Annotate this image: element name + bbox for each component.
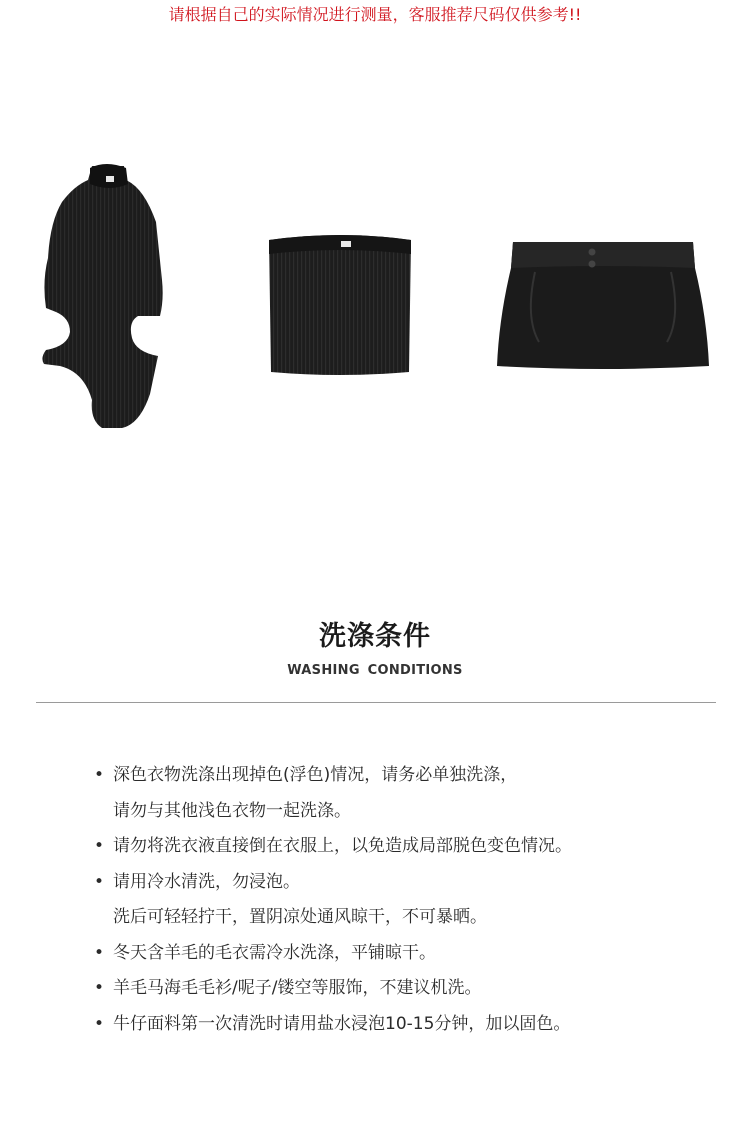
washing-condition-item bbox=[92, 758, 732, 794]
washing-condition-text: 羊毛马海毛毛衫/呢子/镂空等服饰，不建议机洗。 bbox=[113, 978, 482, 998]
washing-condition-text: 请勿将洗衣液直接倒在衣服上，以免造成局部脱色变色情况。 bbox=[113, 836, 572, 856]
bullet-marker: • bbox=[94, 836, 105, 856]
bullet-marker: • bbox=[94, 871, 105, 892]
washing-condition-item bbox=[92, 900, 732, 936]
tube-top-illustration bbox=[265, 232, 415, 377]
mini-skirt-illustration bbox=[495, 238, 710, 370]
washing-condition-item bbox=[92, 794, 732, 830]
size-notice: 请根据自己的实际情况进行测量，客服推荐尺码仅供参考!! bbox=[168, 5, 582, 24]
garment-label-tag bbox=[106, 176, 114, 182]
bullet-marker: • bbox=[94, 978, 105, 998]
section-divider bbox=[36, 702, 716, 703]
washing-condition-item bbox=[92, 971, 732, 1007]
cutout-top-body bbox=[42, 166, 162, 428]
cutout-top-illustration bbox=[40, 162, 170, 430]
washing-section-subtitle: WASHING CONDITIONS bbox=[287, 663, 463, 678]
washing-condition-item bbox=[92, 936, 732, 972]
washing-condition-text: 洗后可轻轻拧干，置阴凉处通风晾干，不可暴晒。 bbox=[113, 907, 487, 927]
skirt-button bbox=[589, 261, 596, 268]
washing-condition-item bbox=[92, 1007, 732, 1043]
washing-condition-text: 深色衣物洗涤出现掉色(浮色)情况，请务必单独洗涤， bbox=[113, 765, 518, 785]
washing-condition-text: 请勿与其他浅色衣物一起洗涤。 bbox=[113, 800, 351, 821]
washing-section-title: 洗涤条件 bbox=[319, 621, 431, 652]
bullet-marker: • bbox=[94, 1013, 105, 1034]
mini-skirt-waistband bbox=[511, 242, 695, 268]
washing-condition-item bbox=[92, 865, 732, 901]
skirt-button bbox=[589, 249, 596, 256]
product-image-tube-top bbox=[265, 232, 415, 377]
washing-condition-text: 请用冷水清洗，勿浸泡。 bbox=[113, 871, 300, 892]
washing-condition-text: 冬天含羊毛的毛衣需冷水洗涤，平铺晾干。 bbox=[113, 942, 436, 963]
washing-conditions-list bbox=[92, 758, 732, 1042]
washing-condition-text: 牛仔面料第一次清洗时请用盐水浸泡10-15分钟，加以固色。 bbox=[113, 1013, 571, 1034]
product-image-mini-skirt bbox=[495, 238, 710, 370]
bullet-marker: • bbox=[94, 765, 105, 785]
tube-top-body bbox=[269, 235, 411, 375]
washing-condition-item bbox=[92, 829, 732, 865]
garment-label-tag bbox=[341, 241, 351, 247]
product-image-cutout-top bbox=[40, 162, 170, 430]
bullet-marker: • bbox=[94, 942, 105, 963]
